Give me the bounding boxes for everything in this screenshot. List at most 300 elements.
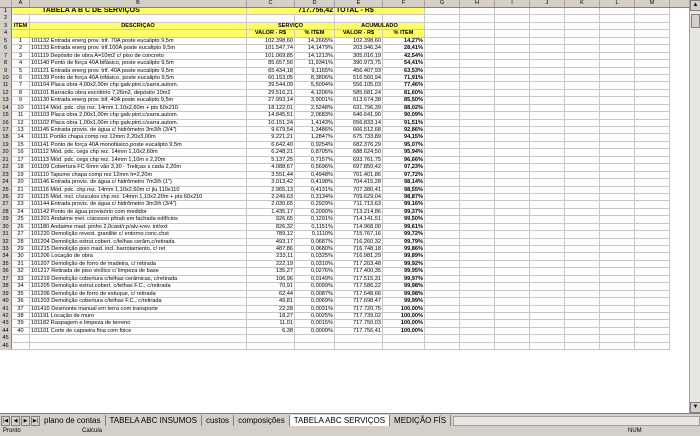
scroll-thumb[interactable] [691,14,700,28]
cell[interactable] [530,187,565,194]
cell[interactable] [460,343,495,350]
row-header[interactable]: 33 [0,246,12,253]
cell[interactable] [425,261,460,268]
cell[interactable] [565,283,600,290]
value-cell[interactable]: 2.030,65 [247,201,295,208]
cell[interactable] [495,82,530,89]
cell[interactable] [383,15,425,22]
cell[interactable] [600,75,635,82]
cell[interactable] [600,172,635,179]
pct-cell[interactable]: 8,3806% [295,75,335,82]
accum-value-cell[interactable]: 714.968,00 [335,224,383,231]
accum-value-cell[interactable]: 716.748,18 [335,246,383,253]
cell[interactable] [425,187,460,194]
cell[interactable] [530,313,565,320]
cell[interactable] [495,105,530,112]
cell[interactable] [495,15,530,22]
accum-pct-cell[interactable]: 99,72% [383,231,425,238]
cell[interactable] [460,283,495,290]
cell[interactable] [495,187,530,194]
cell[interactable] [635,142,670,149]
row-header[interactable]: 13 [0,97,12,104]
accum-value-cell[interactable]: 688.624,50 [335,149,383,156]
accum-pct-cell[interactable]: 98,55% [383,187,425,194]
vertical-scrollbar[interactable] [689,0,700,413]
cell[interactable] [495,261,530,268]
sheet-tab[interactable]: composições [234,415,290,426]
cell[interactable] [600,30,635,37]
cell[interactable] [530,15,565,22]
cell[interactable] [425,8,460,15]
cell[interactable] [635,172,670,179]
cell[interactable] [635,291,670,298]
item-number[interactable]: 20 [12,179,30,186]
item-number[interactable]: 40 [12,328,30,335]
cell[interactable] [460,142,495,149]
first-sheet-icon[interactable]: |◀ [2,417,9,424]
item-number[interactable]: 38 [12,313,30,320]
value-cell[interactable]: 10.151,24 [247,120,295,127]
column-header-m[interactable]: M [635,0,670,7]
value-cell[interactable]: 101.069,85 [247,53,295,60]
cell[interactable] [600,194,635,201]
row-header[interactable]: 28 [0,209,12,216]
cell[interactable] [460,38,495,45]
accum-value-cell[interactable]: 203.946,34 [335,45,383,52]
cell[interactable] [600,209,635,216]
cell[interactable] [495,172,530,179]
accum-pct-cell[interactable]: 96,66% [383,157,425,164]
cell[interactable] [425,120,460,127]
row-header[interactable]: 36 [0,268,12,275]
value-cell[interactable]: 487,86 [247,246,295,253]
item-number[interactable]: 5 [12,68,30,75]
accum-value-cell[interactable]: 717.756,41 [335,328,383,335]
pct-cell[interactable]: 0,0276% [295,268,335,275]
cell[interactable] [460,53,495,60]
cell[interactable] [460,253,495,260]
cell[interactable] [600,164,635,171]
cell[interactable] [425,90,460,97]
description-cell[interactable]: 101206 Locação de obra [30,253,247,260]
description-cell[interactable]: 101139 Ponto de força 40A trifásico, poste eucalipto 9,5m [30,75,247,82]
value-cell[interactable]: 493,17 [247,239,295,246]
cell[interactable] [635,253,670,260]
cell[interactable] [565,320,600,327]
cell[interactable] [460,306,495,313]
row-header[interactable]: 12 [0,90,12,97]
accum-value-cell[interactable]: 707.380,41 [335,187,383,194]
cell[interactable] [425,231,460,238]
cell[interactable] [635,194,670,201]
header-pct-servico[interactable]: % ITEM [295,30,335,37]
description-cell[interactable]: 101114 Mód. pdc. chp rez. 14mm 1,10x2,60m + pts 60x210 [30,105,247,112]
pct-cell[interactable]: 9,1165% [295,68,335,75]
cell[interactable] [635,105,670,112]
accum-pct-cell[interactable]: 88,02% [383,105,425,112]
column-header-h[interactable]: H [460,0,495,7]
row-header[interactable]: 42 [0,313,12,320]
description-cell[interactable]: 101201 Andaime met. c/acesso p/trab em fachada edifícios [30,216,247,223]
pct-cell[interactable]: 0,0325% [295,253,335,260]
cell[interactable] [565,291,600,298]
value-cell[interactable]: 22,28 [247,306,295,313]
cell[interactable] [425,97,460,104]
cell[interactable] [335,335,383,342]
accum-value-cell[interactable]: 716.981,29 [335,253,383,260]
description-cell[interactable]: 101215 Demolição piso mad. incl. barrotamento, c/ ret [30,246,247,253]
description-cell[interactable]: 101130 Entrada energ prov. bif. 40A poste eucalipto 9,5m [30,97,247,104]
cell[interactable] [635,53,670,60]
cell[interactable] [530,8,565,15]
cell[interactable] [530,105,565,112]
item-number[interactable]: 17 [12,157,30,164]
accum-pct-cell[interactable]: 85,50% [383,97,425,104]
cell[interactable] [635,246,670,253]
cell[interactable] [635,187,670,194]
column-header-a[interactable]: A [12,0,30,7]
cell[interactable] [600,201,635,208]
total-value[interactable]: 717.756,42 [247,8,335,15]
cell[interactable] [530,239,565,246]
header-acumulado[interactable]: ACUMULADO [335,23,425,30]
cell[interactable] [635,60,670,67]
cell[interactable] [425,142,460,149]
accum-pct-cell[interactable]: 97,23% [383,164,425,171]
accum-value-cell[interactable]: 646.641,90 [335,112,383,119]
pct-cell[interactable]: 1,2847% [295,134,335,141]
accum-value-cell[interactable]: 305.016,19 [335,53,383,60]
cell[interactable] [635,335,670,342]
cell[interactable] [495,268,530,275]
cell[interactable] [635,30,670,37]
cell[interactable] [460,120,495,127]
cell[interactable] [495,30,530,37]
cell[interactable] [530,261,565,268]
cell[interactable] [425,38,460,45]
value-cell[interactable]: 3.013,42 [247,179,295,186]
row-header[interactable]: 34 [0,253,12,260]
description-cell[interactable]: 101111 Portão chapa comp rez 12mm 2,20x3,00m [30,134,247,141]
cell[interactable] [530,164,565,171]
cell[interactable] [565,172,600,179]
cell[interactable] [460,45,495,52]
value-cell[interactable]: 70,91 [247,283,295,290]
cell[interactable] [565,30,600,37]
column-header-e[interactable]: E [335,0,383,7]
column-header-f[interactable]: F [383,0,425,7]
cell[interactable] [635,149,670,156]
item-number[interactable]: 27 [12,231,30,238]
cell[interactable] [530,306,565,313]
description-cell[interactable]: 101219 Demolição cobertura c/telhas cerâmicas, c/retirada [30,276,247,283]
cell[interactable] [530,75,565,82]
accum-value-cell[interactable]: 675.733,89 [335,134,383,141]
cell[interactable] [565,53,600,60]
cell[interactable] [383,343,425,350]
accum-pct-cell[interactable]: 97,72% [383,172,425,179]
item-number[interactable]: 12 [12,120,30,127]
pct-cell[interactable]: 0,7157% [295,157,335,164]
accum-pct-cell[interactable]: 99,16% [383,201,425,208]
pct-cell[interactable]: 3,9001% [295,97,335,104]
cell[interactable] [600,53,635,60]
cell[interactable] [425,45,460,52]
cell[interactable] [600,112,635,119]
row-header[interactable]: 39 [0,291,12,298]
item-number[interactable]: 24 [12,209,30,216]
cell[interactable] [425,68,460,75]
column-header-d[interactable]: D [295,0,335,7]
value-cell[interactable]: 926,65 [247,216,295,223]
cell[interactable] [460,164,495,171]
cell[interactable] [460,134,495,141]
row-header[interactable]: 40 [0,298,12,305]
accum-value-cell[interactable]: 713.214,86 [335,209,383,216]
value-cell[interactable]: 85.657,56 [247,60,295,67]
accum-pct-cell[interactable]: 100,00% [383,313,425,320]
cell[interactable] [565,239,600,246]
accum-value-cell[interactable]: 717.400,35 [335,268,383,275]
column-header-c[interactable]: C [247,0,295,7]
cell[interactable] [460,30,495,37]
cell[interactable] [565,253,600,260]
cell[interactable] [530,157,565,164]
cell[interactable] [565,268,600,275]
accum-value-cell[interactable]: 697.850,42 [335,164,383,171]
cell[interactable] [530,149,565,156]
pct-cell[interactable]: 0,2929% [295,201,335,208]
cell[interactable] [635,120,670,127]
cell[interactable] [425,239,460,246]
cell[interactable] [425,306,460,313]
cell[interactable] [565,38,600,45]
cell[interactable] [460,231,495,238]
cell[interactable] [460,224,495,231]
cell[interactable] [600,343,635,350]
item-number[interactable]: 32 [12,268,30,275]
next-sheet-icon[interactable]: ▶ [21,416,30,426]
cell[interactable] [600,127,635,134]
pct-cell[interactable]: 14,2665% [295,38,335,45]
cell[interactable] [495,45,530,52]
cell[interactable] [425,320,460,327]
value-cell[interactable]: 18,27 [247,313,295,320]
cell[interactable] [460,268,495,275]
accum-pct-cell[interactable]: 42,54% [383,53,425,60]
accum-pct-cell[interactable]: 91,51% [383,120,425,127]
accum-pct-cell[interactable]: 28,41% [383,45,425,52]
pct-cell[interactable]: 0,4131% [295,187,335,194]
accum-value-cell[interactable]: 631.796,39 [335,105,383,112]
cell[interactable] [530,246,565,253]
item-number[interactable]: 37 [12,306,30,313]
cell[interactable] [635,239,670,246]
row-header[interactable]: 11 [0,82,12,89]
cell[interactable] [635,157,670,164]
cell[interactable] [600,268,635,275]
cell[interactable] [530,335,565,342]
cell[interactable] [530,82,565,89]
row-header[interactable]: 23 [0,172,12,179]
cell[interactable] [425,328,460,335]
cell[interactable] [635,112,670,119]
cell[interactable] [495,134,530,141]
description-cell[interactable]: 101109 Cobertura FC 6mm vão 3,30 - Treliças s cada 2,20m [30,164,247,171]
cell[interactable] [600,45,635,52]
description-cell[interactable]: 101101 Barracão obra escritório 7,26m2, depósito 10m2 [30,90,247,97]
cell[interactable] [425,112,460,119]
cell[interactable] [565,120,600,127]
row-header[interactable]: 37 [0,276,12,283]
cell[interactable] [565,298,600,305]
select-all-corner[interactable] [0,0,12,7]
cell[interactable] [495,149,530,156]
cell[interactable] [600,142,635,149]
pct-cell[interactable]: 0,0015% [295,320,335,327]
cell[interactable] [495,209,530,216]
item-number[interactable]: 11 [12,112,30,119]
accum-pct-cell[interactable]: 99,37% [383,209,425,216]
cell[interactable] [30,335,247,342]
cell[interactable] [495,328,530,335]
description-cell[interactable]: 101140 Ponto de força 40A bifásico, poste eucalipto 9,5m [30,60,247,67]
accum-pct-cell[interactable]: 99,61% [383,224,425,231]
cell[interactable] [530,216,565,223]
value-cell[interactable]: 106,96 [247,276,295,283]
cell[interactable] [495,239,530,246]
cell[interactable] [635,343,670,350]
cell[interactable] [495,112,530,119]
row-header[interactable]: 45 [0,335,12,342]
item-number[interactable]: 13 [12,127,30,134]
cell[interactable] [600,15,635,22]
cell[interactable] [495,97,530,104]
row-header[interactable]: 2 [0,15,12,22]
cell[interactable] [460,239,495,246]
cell[interactable] [530,112,565,119]
item-number[interactable]: 34 [12,283,30,290]
cell[interactable] [565,335,600,342]
cell[interactable] [495,53,530,60]
header-valor-acumulado[interactable]: VALOR - R$ [335,30,383,37]
column-header-i[interactable]: I [495,0,530,7]
value-cell[interactable]: 49,81 [247,298,295,305]
cell[interactable] [460,179,495,186]
cell[interactable] [565,164,600,171]
value-cell[interactable]: 2.965,13 [247,187,295,194]
cell[interactable] [495,306,530,313]
item-number[interactable]: 31 [12,261,30,268]
cell[interactable] [600,224,635,231]
cell[interactable] [635,45,670,52]
accum-value-cell[interactable]: 390.973,75 [335,60,383,67]
cell[interactable] [600,60,635,67]
value-cell[interactable]: 9.221,21 [247,134,295,141]
accum-value-cell[interactable]: 717.648,66 [335,291,383,298]
cell[interactable] [635,216,670,223]
description-cell[interactable]: 101104 Placa obra 4,00x2,00m chp galv.pint.c/sarra.autom. [30,82,247,89]
cell[interactable] [530,328,565,335]
cell[interactable] [460,246,495,253]
cell[interactable] [565,231,600,238]
accum-pct-cell[interactable]: 99,97% [383,276,425,283]
cell[interactable] [425,15,460,22]
cell[interactable] [600,187,635,194]
accum-pct-cell[interactable]: 100,00% [383,306,425,313]
cell[interactable] [635,38,670,45]
cell[interactable] [530,68,565,75]
accum-pct-cell[interactable]: 14,27% [383,38,425,45]
cell[interactable] [635,8,670,15]
value-cell[interactable]: 11,01 [247,320,295,327]
description-cell[interactable]: 101132 Entrada energ prov. trif. 70A poste eucalipto 9,5m [30,38,247,45]
cell[interactable] [565,328,600,335]
cell[interactable] [600,283,635,290]
description-cell[interactable]: 101206 Demolição de forro de estuque, c/ retirada [30,291,247,298]
cell[interactable] [460,15,495,22]
pct-cell[interactable]: 4,1206% [295,90,335,97]
cell[interactable] [495,38,530,45]
cell[interactable] [635,82,670,89]
accum-value-cell[interactable]: 715.767,16 [335,231,383,238]
pct-cell[interactable]: 0,0087% [295,291,335,298]
accum-value-cell[interactable]: 682.376,29 [335,142,383,149]
value-cell[interactable]: 27.993,14 [247,97,295,104]
row-header[interactable]: 4 [0,30,12,37]
cell[interactable] [600,134,635,141]
cell[interactable] [425,201,460,208]
item-number[interactable]: 4 [12,60,30,67]
accum-value-cell[interactable]: 709.629,04 [335,194,383,201]
description-cell[interactable]: 101204 Demolição estrut.cobert. c/telhas cerâm,c/retirada [30,239,247,246]
row-header[interactable]: 9 [0,68,12,75]
item-number[interactable]: 16 [12,149,30,156]
item-number[interactable]: 22 [12,194,30,201]
cell[interactable] [295,335,335,342]
cell[interactable] [495,335,530,342]
cell[interactable] [425,60,460,67]
cell[interactable] [460,68,495,75]
prev-sheet-icon[interactable]: ◀ [11,416,20,426]
accum-pct-cell[interactable]: 95,07% [383,142,425,149]
accum-pct-cell[interactable]: 98,87% [383,194,425,201]
cell[interactable] [600,90,635,97]
value-cell[interactable]: 1.435,17 [247,209,295,216]
cell[interactable] [495,60,530,67]
description-cell[interactable]: 101102 Placa obra 1,00x1,00m chp galv.pint.c/sarra.autom. [30,120,247,127]
cell[interactable] [530,53,565,60]
cell[interactable] [425,164,460,171]
pct-cell[interactable]: 0,0687% [295,239,335,246]
pct-cell[interactable]: 0,0680% [295,246,335,253]
item-number[interactable]: 35 [12,291,30,298]
cell[interactable] [565,149,600,156]
description-cell[interactable]: 101119 Depósito de obra A=10m2 c/ piso de concreto [30,53,247,60]
cell[interactable] [495,246,530,253]
cell[interactable] [530,291,565,298]
accum-value-cell[interactable]: 717.203,48 [335,261,383,268]
row-header[interactable]: 41 [0,306,12,313]
column-header-b[interactable]: B [30,0,247,7]
pct-cell[interactable]: 0,4198% [295,179,335,186]
value-cell[interactable]: 826,32 [247,224,295,231]
description-cell[interactable]: 101191 Locação de muro [30,313,247,320]
row-header[interactable]: 16 [0,120,12,127]
row-header[interactable]: 32 [0,239,12,246]
row-header[interactable]: 6 [0,45,12,52]
accum-value-cell[interactable]: 102.398,60 [335,38,383,45]
